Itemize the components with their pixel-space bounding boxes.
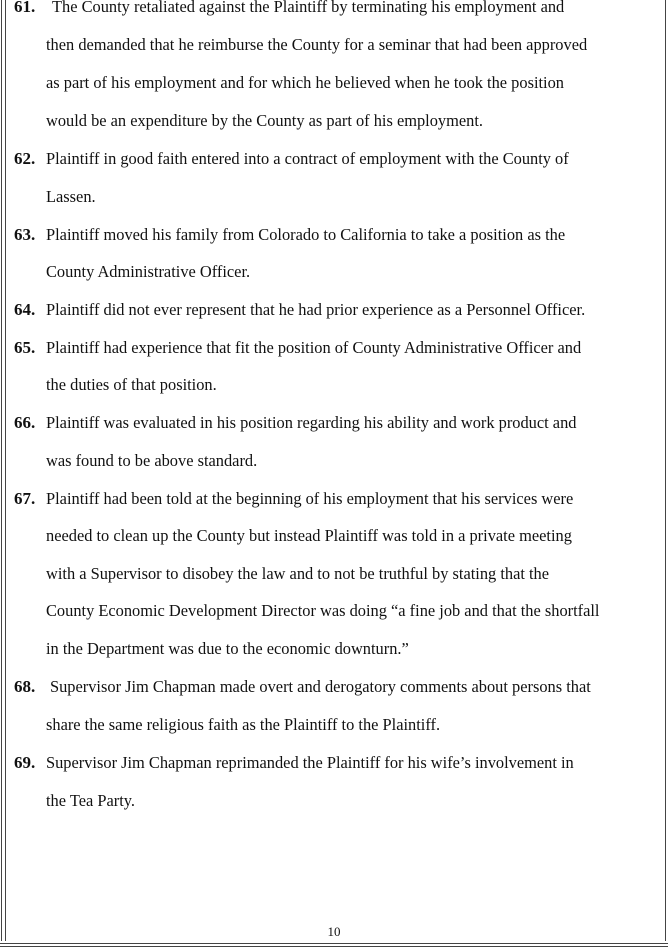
paragraph-line: County Administrative Officer.	[46, 262, 251, 281]
paragraph-line: Plaintiff in good faith entered into a contract of employment with the County of	[46, 149, 569, 168]
paragraph-number: 68.	[14, 677, 36, 696]
bottom-rule	[0, 943, 668, 944]
paragraph-number: 64.	[14, 300, 36, 319]
paragraph-line: the duties of that position.	[46, 375, 217, 394]
paragraph-line: Plaintiff moved his family from Colorado to California to take a position as the	[46, 225, 566, 244]
page-number: 10	[327, 924, 341, 939]
paragraph-line: Plaintiff was evaluated in his position regarding his ability and work product and	[46, 413, 577, 432]
paragraph-line: the Tea Party.	[46, 791, 135, 810]
left-margin-rule-inner	[5, 0, 6, 941]
bottom-rule-secondary	[0, 946, 668, 947]
paragraph-line: Plaintiff did not ever represent that he had prior experience as a Personnel Officer.	[46, 300, 586, 319]
paragraph-line: would be an expenditure by the County as part of his employment.	[46, 111, 483, 130]
paragraph-line: with a Supervisor to disobey the law and to not be truthful by stating that the	[46, 564, 550, 583]
paragraph-number: 69.	[14, 753, 36, 772]
left-margin-rule	[1, 0, 2, 941]
paragraph-line: needed to clean up the County but instead Plaintiff was told in a private meeting	[46, 526, 572, 545]
paragraph-number: 63.	[14, 225, 36, 244]
paragraph-number: 61.	[14, 0, 36, 16]
paragraph-line: The County retaliated against the Plaintiff by terminating his employment and	[52, 0, 565, 16]
paragraph-line: Lassen.	[46, 187, 96, 206]
paragraph-line: Plaintiff had experience that fit the position of County Administrative Officer and	[46, 338, 582, 357]
paragraph-line: then demanded that he reimburse the County for a seminar that had been approved	[46, 35, 588, 54]
right-margin-rule	[665, 0, 666, 941]
paragraph-line: in the Department was due to the economic downturn.”	[46, 639, 409, 658]
paragraph-line: County Economic Development Director was doing “a fine job and that the shortfall	[46, 601, 600, 620]
paragraph-number: 62.	[14, 149, 36, 168]
paragraph-line: share the same religious faith as the Plaintiff to the Plaintiff.	[46, 715, 441, 734]
paragraph-line: Supervisor Jim Chapman reprimanded the Plaintiff for his wife’s involvement in	[46, 753, 574, 772]
paragraph-number: 66.	[14, 413, 36, 432]
paragraph-line: Supervisor Jim Chapman made overt and derogatory comments about persons that	[50, 677, 591, 696]
paragraph-line: as part of his employment and for which he believed when he took the position	[46, 73, 565, 92]
paragraph-line: Plaintiff had been told at the beginning of his employment that his services were	[46, 489, 574, 508]
paragraph-line: was found to be above standard.	[46, 451, 258, 470]
paragraph-number: 67.	[14, 489, 36, 508]
paragraph-number: 65.	[14, 338, 36, 357]
